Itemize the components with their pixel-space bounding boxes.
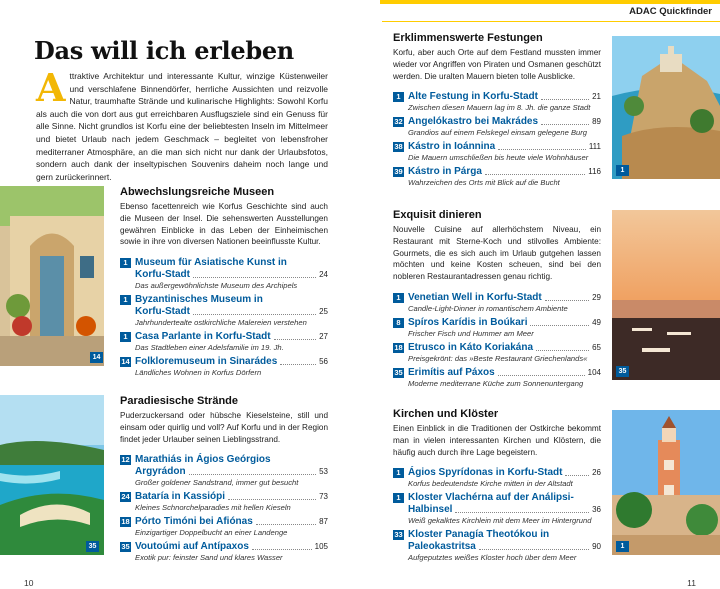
museum-photo (0, 186, 104, 366)
header-accent-bar (380, 0, 720, 4)
festungen-list (393, 91, 601, 188)
page-ref: 24 (319, 270, 328, 280)
page-ref: 73 (319, 492, 328, 502)
dinieren-title: Exquisit dinieren (393, 209, 482, 221)
museen-section (120, 186, 328, 381)
item-name: Kástro in Ioánnina (408, 141, 496, 153)
list-item[interactable] (120, 491, 328, 513)
dinner-photo (612, 210, 720, 380)
item-name: Ágios Spyrídonas in Korfu-Stadt (408, 467, 563, 479)
list-item[interactable] (393, 529, 601, 563)
map-number: 8 (393, 318, 404, 328)
map-number: 1 (120, 332, 131, 342)
straende-list (120, 454, 328, 563)
list-item[interactable] (120, 454, 328, 488)
festungen-title: Erklimmenswerte Festungen (393, 32, 543, 44)
fortress-photo-badge: 1 (616, 165, 629, 176)
leader-dots (252, 541, 312, 550)
kirchen-list (393, 467, 601, 563)
beach-photo-badge: 35 (86, 541, 99, 552)
map-number: 33 (394, 530, 403, 540)
list-item[interactable] (393, 116, 601, 138)
page-ref: 87 (319, 517, 328, 527)
dinner-photo-badge: 35 (616, 366, 629, 377)
leader-dots (189, 466, 317, 475)
intro-text: ttraktive Architektur und interessante Kultur, winzige Küstenweiler und verschlafene Binnendörfer, herrliche Aussichten und reizvolle Natur, traumhafte Strände und kulinarische Highlights: Sowohl Korfu als auch die von dort aus gut erreichbaren Ausflugsziele sind ein Genuss für alle Sinne. Nicht grundlos ist Korfu eine der beliebtesten Inseln im Mittelmeer und bietet Urlaub nach jedem Geschmack – begleitet von lebensfroher mediterraner Atmosphäre, an die man sich nicht nur dank der Urlaubsfotos, sondern auch dank der inseltypischen Souvenirs daheim noch lange und gern zurückerinnert. (36, 71, 328, 182)
map-number: 18 (121, 517, 130, 527)
church-photo-illustration (612, 410, 720, 555)
leader-dots (530, 317, 589, 326)
kirchen-text: Einen Einblick in die Traditionen der Ostkirche bekommt man in vielen interessanten Kirchen und Klöstern, die häufig auch durch ihre Lage begeistern. (393, 424, 601, 457)
page-ref: 49 (592, 317, 601, 327)
church-photo (612, 410, 720, 555)
leader-dots (274, 331, 317, 340)
leader-dots (193, 306, 316, 315)
dinner-photo-illustration (612, 210, 720, 380)
leader-dots (498, 141, 586, 150)
item-name: Alte Festung in Korfu-Stadt (408, 91, 538, 103)
leader-dots (498, 367, 585, 376)
map-number: 24 (121, 492, 130, 502)
map-number: 38 (394, 142, 403, 152)
leader-dots (479, 541, 589, 550)
museen-list (120, 257, 328, 378)
page-ref: 105 (314, 542, 328, 552)
map-number: 1 (120, 295, 131, 305)
list-item[interactable] (393, 292, 601, 314)
item-subtitle: Aufgeputztes weißes Kloster hoch über dem Meer (408, 553, 577, 563)
item-name: Erimítis auf Páxos (408, 366, 495, 378)
item-name: Byzantinisches Museum in (135, 294, 263, 306)
dinieren-section (393, 209, 601, 392)
map-number: 1 (393, 468, 404, 478)
item-name: Pórto Timóni bei Afiónas (135, 516, 253, 528)
item-subtitle: Großer goldener Sandstrand, immer gut besucht (135, 478, 299, 488)
page-ref: 21 (592, 92, 601, 102)
map-number: 1 (393, 493, 404, 503)
map-number: 35 (394, 367, 403, 377)
item-subtitle: Weiß gekalktes Kirchlein mit dem Meer im Hintergrund (408, 516, 592, 526)
item-subtitle: Das Stadtleben einer Adelsfamilie im 19. Jh. (135, 343, 284, 353)
page-ref: 25 (319, 307, 328, 317)
leader-dots (541, 116, 589, 125)
item-name: Venetian Well in Korfu-Stadt (408, 291, 542, 303)
page-ref: 104 (587, 367, 601, 377)
item-name-cont: Argyrádon (135, 466, 186, 478)
map-number: 39 (394, 167, 403, 177)
straende-section (120, 395, 328, 566)
beach-photo-illustration (0, 395, 104, 555)
intro-paragraph (36, 65, 328, 183)
brand-label: ADAC Quickfinder (629, 6, 712, 17)
map-number: 12 (121, 455, 130, 465)
page-ref: 111 (588, 142, 601, 152)
page-ref: 65 (592, 342, 601, 352)
page-ref: 116 (588, 167, 601, 177)
item-name: Kloster Panagía Theotókou in (408, 529, 550, 541)
page-ref: 89 (592, 117, 601, 127)
list-item[interactable] (393, 317, 601, 339)
page-ref: 90 (592, 542, 601, 552)
fortress-photo-illustration (612, 36, 720, 179)
list-item[interactable] (120, 294, 328, 328)
list-item[interactable] (120, 516, 328, 538)
page-number-left: 10 (24, 578, 34, 588)
item-subtitle: Preisgekrönt: das »Beste Restaurant Griechenlands« (408, 353, 588, 363)
item-name-cont: Halbinsel (408, 504, 453, 516)
museum-photo-badge: 14 (90, 352, 103, 363)
museen-title: Abwechslungsreiche Museen (120, 186, 275, 198)
item-subtitle: Frischer Fisch und Hummer am Meer (408, 328, 534, 338)
list-item[interactable] (120, 541, 328, 563)
fortress-photo (612, 36, 720, 179)
drop-cap: A (36, 65, 66, 110)
item-name: Spíros Karídis in Boúkari (408, 316, 528, 328)
item-subtitle: Moderne mediterrane Küche zum Sonnenuntergang (408, 378, 584, 388)
page-ref: 36 (592, 505, 601, 515)
leader-dots (228, 491, 316, 500)
festungen-section (393, 32, 601, 191)
leader-dots (545, 292, 589, 301)
straende-text: Puderzuckersand oder hübsche Kieselsteine, still und einsam oder quirlig und voll? Auf Korfu und in der Region findet jeder Urlauber seinen Lieblingsstrand. (120, 411, 328, 444)
list-item[interactable] (393, 492, 601, 526)
item-subtitle: Wahrzeichen des Orts mit Blick auf die Bucht (408, 178, 560, 188)
page-ref: 29 (592, 292, 601, 302)
item-name-cont: Korfu-Stadt (135, 306, 190, 318)
item-subtitle: Grandios auf einem Felskegel einsam gelegene Burg (408, 128, 587, 138)
leader-dots (280, 356, 316, 365)
map-number: 14 (121, 357, 130, 367)
page-title: Das will ich erleben (34, 36, 294, 65)
item-name: Museum für Asiatische Kunst in (135, 257, 287, 269)
item-subtitle: Kleines Schnorchelparadies mit hellen Kieseln (135, 503, 291, 513)
list-item[interactable] (393, 91, 601, 113)
list-item[interactable] (393, 141, 601, 163)
item-name: Bataría in Kassiópi (135, 491, 226, 503)
item-subtitle: Jahrhundertealte ostkirchliche Malereien verstehen (135, 318, 307, 328)
list-item[interactable] (393, 166, 601, 188)
map-number: 18 (394, 342, 403, 352)
straende-title: Paradiesische Strände (120, 395, 239, 407)
item-subtitle: Das außergewöhnlichste Museum des Archipels (135, 281, 298, 291)
leader-dots (485, 166, 585, 175)
item-name: Angelókastro bei Makrádes (408, 116, 539, 128)
item-subtitle: Zwischen diesen Mauern lag im 8. Jh. die ganze Stadt (408, 103, 591, 113)
leader-dots (565, 467, 589, 476)
list-item[interactable] (393, 342, 601, 364)
list-item[interactable] (120, 257, 328, 291)
page-number-right: 11 (687, 578, 696, 588)
page-ref: 56 (319, 357, 328, 367)
item-name: Etrusco in Káto Koriakána (408, 341, 534, 353)
museen-text: Ebenso facettenreich wie Korfus Geschichte sind auch die Museen der Insel. Die sehenswerten Ausstellungen gewähren Einblicke in das Leben der Einheimischen sowie in ihre von diversen Nationen beeinflusste Kultur. (120, 202, 328, 247)
church-photo-badge: 1 (616, 541, 629, 552)
list-item[interactable] (120, 356, 328, 378)
map-number: 1 (393, 293, 404, 303)
item-name: Marathiás in Ágios Geórgios (135, 454, 271, 466)
kirchen-title: Kirchen und Klöster (393, 408, 499, 420)
map-number: 1 (120, 258, 131, 268)
map-number: 1 (393, 92, 404, 102)
item-subtitle: Korfus bedeutendste Kirche mitten in der Altstadt (408, 479, 573, 489)
item-name-cont: Korfu-Stadt (135, 269, 190, 281)
page-ref: 26 (592, 468, 601, 478)
list-item[interactable] (120, 331, 328, 353)
festungen-text: Korfu, aber auch Orte auf dem Festland mussten immer wieder vor Angriffen von Piraten und Osmanen geschützt werden. Die uralten Mauern bieten tolle Ausblicke. (393, 48, 601, 81)
item-name: Casa Parlante in Korfu-Stadt (135, 331, 271, 343)
item-subtitle: Die Mauern umschließen bis heute viele Wohnhäuser (408, 153, 589, 163)
beach-photo (0, 395, 104, 555)
item-subtitle: Exotik pur: feinster Sand und klares Wasser (135, 553, 283, 563)
list-item[interactable] (393, 467, 601, 489)
item-subtitle: Ländliches Wohnen in Korfus Dörfern (135, 368, 262, 378)
museum-photo-illustration (0, 186, 104, 366)
map-number: 32 (394, 117, 403, 127)
dinieren-list (393, 292, 601, 389)
item-name: Kástro in Párga (408, 166, 482, 178)
leader-dots (193, 269, 316, 278)
item-subtitle: Einzigartiger Doppelbucht an einer Landenge (135, 528, 288, 538)
item-name: Kloster Vlachérna auf der Análipsi- (408, 492, 574, 504)
list-item[interactable] (393, 367, 601, 389)
kirchen-section (393, 408, 601, 566)
leader-dots (256, 516, 316, 525)
leader-dots (536, 342, 589, 351)
dinieren-text: Nouvelle Cuisine auf allerhöchstem Niveau, ein Restaurant mit Sterne-Koch und stilvolles Ambiente: Gourmets, die es sich auch im Urlaub gutgehen lassen möchten und keine Kosten scheuen, sind bei den nobleren Restaurantadressen genau richtig. (393, 225, 601, 282)
page-ref: 53 (319, 467, 328, 477)
item-name: Voutoúmi auf Antípaxos (135, 541, 249, 553)
header-rule (382, 21, 720, 22)
leader-dots (455, 504, 589, 513)
item-name: Folkloremuseum in Sinarádes (135, 356, 278, 368)
leader-dots (541, 91, 589, 100)
map-number: 35 (121, 542, 130, 552)
item-name-cont: Paleokastritsa (408, 541, 476, 553)
page-ref: 27 (319, 332, 328, 342)
item-subtitle: Candle-Light-Dinner in romantischem Ambiente (408, 303, 568, 313)
